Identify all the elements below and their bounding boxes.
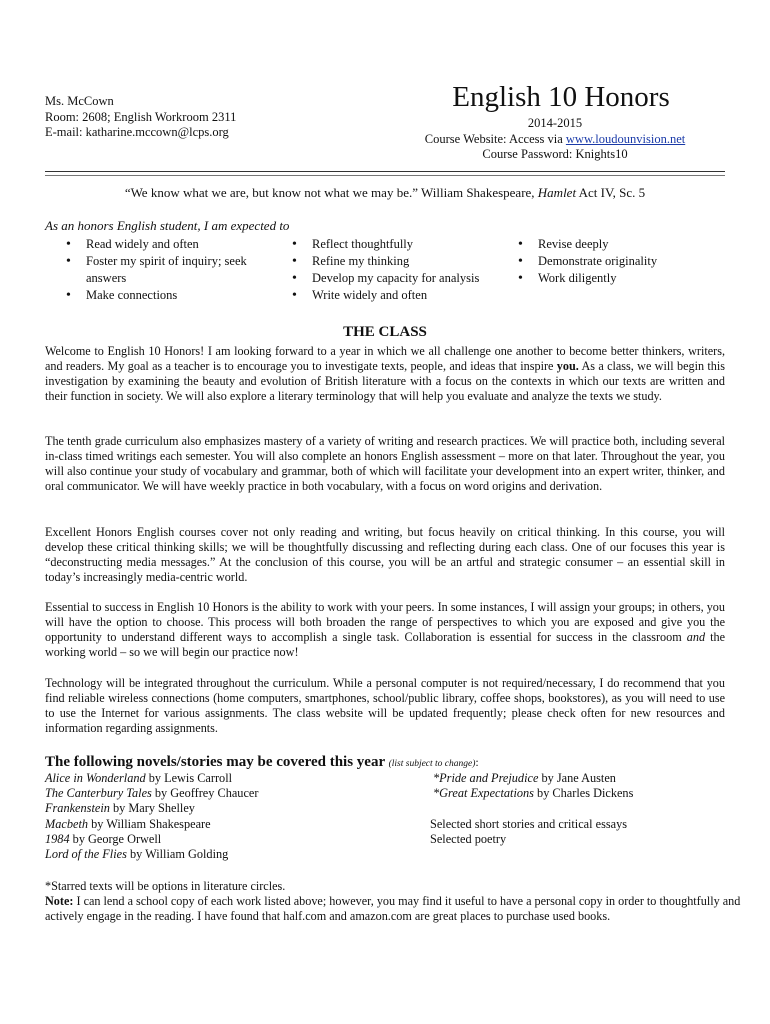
quote-cite: Act IV, Sc. 5 [576, 185, 646, 200]
selected-item: Selected short stories and critical essays [430, 817, 628, 831]
expectation-item: • Demonstrate originality [516, 253, 716, 270]
p4-text-a: Essential to success in English 10 Honors is the ability to work with your peers. In some instances, I will assign your groups; in others, you will have the option to choose. This process will both broaden the range of perspectives to which you are exposed and give you the opportunity to understand different ways to accomplish a single task. Collaboration is essential for success in the classroom [45, 600, 725, 644]
novel-author: by Geoffrey Chaucer [151, 786, 259, 801]
novel-author: by William Golding [126, 847, 229, 862]
novels-heading [45, 754, 479, 771]
novel-title: Alice in Wonderland [45, 771, 146, 785]
expectations-column-1 [64, 236, 274, 304]
note-text: I can lend a school copy of each work listed above; however, you may find it useful to have a personal copy in order to thoughtfully and actively engage in the reading. I have found that half.com and amazon.com are great places to purchase used books. [45, 894, 741, 923]
expectations-lead: As an honors English student, I am expected to [45, 218, 290, 233]
novel-item [45, 832, 258, 847]
class-paragraph-3: Excellent Honors English courses cover not only reading and writing, but focus heavily on critical thinking. In this course, you will develop these critical thinking skills; we will be thoughtfully discussing and reflecting during each class. One of our focuses this year is “deconstructing media messages.” At the conclusion of this course, you will be an artful and strategic consumer – an essential skill in today’s increasingly media-centric world. [45, 525, 725, 584]
class-paragraph-1 [45, 344, 725, 404]
school-year: 2014-2015 [527, 116, 583, 130]
novel-item [45, 786, 258, 801]
novel-item [45, 801, 258, 816]
class-paragraph-2: The tenth grade curriculum also emphasizes mastery of a variety of writing and research practices. We will practice both, including several in-class timed writings each semester. You will also complete an honors English assessment – more on that later. Throughout the year, you will also continue your study of vocabulary and grammar, both of which will facilitate your development into an expert writer, thinker, and oral communicator. We will have weekly practice in both vocabulary, with a focus on word origins and derivation. [45, 434, 725, 493]
course-title: English 10 Honors [452, 81, 670, 113]
novel-title: Frankenstein [45, 801, 110, 816]
novel-item [45, 817, 258, 832]
course-website [400, 132, 710, 148]
expectation-item: • Reflect thoughtfully [290, 236, 510, 253]
p1-text-b: As a class, we will begin this investigation by examining the beauty and evolution of British literature with a focus on the contexts in which our texts are written and their function in society. We will also explore a literary terminology that will help you evaluate and analyze the texts we study. [45, 359, 725, 403]
novel-title: *Pride and Prejudice [433, 771, 539, 785]
novel-item [45, 771, 258, 786]
room-info: Room: 2608; English Workroom 2311 [45, 109, 237, 124]
website-prefix: Course Website: Access via [424, 131, 566, 146]
quote-text: “We know what we are, but know not what we may be.” William Shakespeare, [124, 185, 538, 200]
novels-list-left [45, 771, 258, 862]
note-label: Note: [45, 894, 74, 908]
novel-title: 1984 [45, 831, 70, 846]
expectation-item: • Make connections [64, 287, 274, 304]
course-password: Course Password: Knights10 [482, 147, 628, 161]
class-paragraph-4 [45, 600, 725, 660]
email-info: E-mail: katharine.mccown@lcps.org [45, 125, 229, 139]
expectation-item: • Write widely and often [290, 287, 510, 304]
novel-item [45, 847, 258, 862]
shakespeare-quote [0, 185, 770, 201]
novel-author: by Jane Austen [538, 771, 616, 785]
expectation-item: • Read widely and often [64, 236, 274, 253]
section-title: THE CLASS [343, 324, 427, 340]
website-link[interactable]: www.loudounvision.net [565, 131, 686, 146]
novel-title: The Canterbury Tales [45, 786, 152, 801]
course-info [400, 116, 710, 163]
header-divider [45, 171, 725, 172]
novel-item [433, 771, 633, 786]
teacher-info [45, 94, 236, 141]
novel-author: by Mary Shelley [109, 801, 195, 816]
novel-author: by George Orwell [69, 831, 162, 846]
novel-author: by Charles Dickens [533, 786, 634, 801]
expectation-item: • Develop my capacity for analysis [290, 270, 510, 287]
p1-text-a: Welcome to English 10 Honors! I am looking forward to a year in which we all challenge one another to become better thinkers, writers, and readers. My goal as a teacher is to encourage you to investigate texts, people, and ideas that inspire [45, 344, 725, 373]
selected-readings [430, 817, 627, 847]
quote-work: Hamlet [537, 185, 577, 200]
novel-title: Lord of the Flies [45, 847, 127, 862]
novel-title: *Great Expectations [433, 786, 534, 801]
expectation-item: • Revise deeply [516, 236, 716, 253]
novels-colon: : [475, 755, 479, 769]
header-divider-thin [45, 175, 725, 176]
p4-text-b: the working world – so we will begin our practice now! [45, 630, 725, 659]
class-paragraph-5: Technology will be integrated throughout the curriculum. While a personal computer is not required/necessary, I do recommend that you find reliable wireless connections (home computers, smartphones, school/public library, coffee shops, bookstores), as you will need to use to use the Internet for various assignments. The class website will be updated frequently; please check often for new resources and information regarding assignments. [45, 676, 725, 735]
footer-notes [45, 879, 765, 924]
novels-list-right [433, 771, 633, 801]
selected-item: Selected poetry [430, 832, 507, 847]
p4-italic: and [686, 630, 706, 644]
novels-note: (list subject to change) [388, 759, 476, 769]
teacher-name: Ms. McCown [45, 94, 114, 108]
expectations-column-3 [516, 236, 716, 287]
p1-emphasis: you. [556, 359, 579, 373]
lending-note [45, 894, 765, 924]
novels-heading-text: The following novels/stories may be covered this year [45, 754, 385, 770]
starred-note: *Starred texts will be options in literature circles. [45, 879, 286, 893]
novel-item [433, 786, 633, 801]
novel-author: by Lewis Carroll [145, 771, 233, 785]
novel-author: by William Shakespeare [88, 816, 211, 831]
expectation-item: • Refine my thinking [290, 253, 510, 270]
novel-title: Macbeth [45, 816, 89, 831]
expectation-item: • Foster my spirit of inquiry; seek answers [64, 253, 274, 287]
expectations-column-2 [290, 236, 510, 304]
expectation-item: • Work diligently [516, 270, 716, 287]
